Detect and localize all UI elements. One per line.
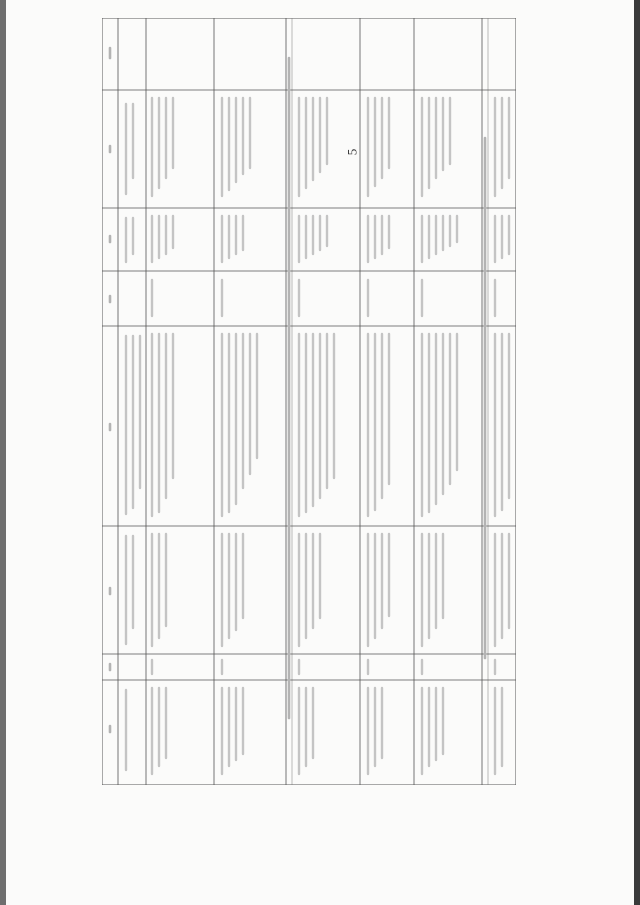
table-grid [102, 18, 516, 785]
cell-text-placeholder [368, 98, 389, 774]
cell-text-placeholder [152, 98, 173, 774]
cell-text-placeholder [222, 98, 257, 774]
document-page [6, 0, 634, 905]
scanner-edge [634, 0, 640, 905]
cell-text-placeholder [495, 98, 509, 774]
rotated-table [102, 18, 516, 785]
cell-text-placeholder [126, 104, 140, 770]
cell-text-placeholder [422, 98, 457, 774]
cell-text-placeholder [299, 98, 334, 774]
page-number: 5 [344, 148, 360, 156]
